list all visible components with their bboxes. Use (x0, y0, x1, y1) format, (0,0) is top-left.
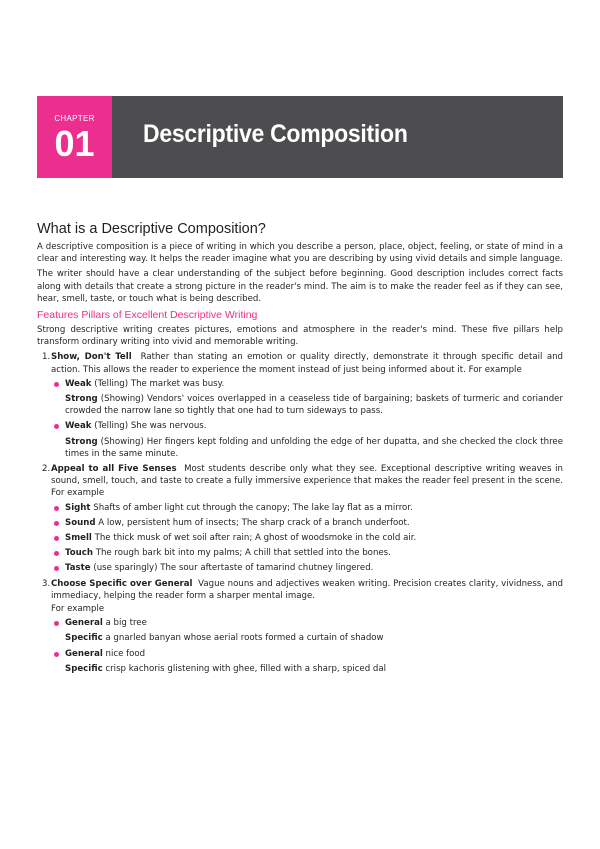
example-text: A low, persistent hum of insects; The sharp crack of a branch underfoot. (98, 517, 410, 528)
example-label: Sight (65, 502, 91, 513)
example-sub (65, 663, 563, 675)
example-text: a big tree (105, 618, 147, 629)
example-text: Shafts of amber light cut through the canopy; The lake lay flat as a mirror. (93, 502, 413, 513)
paragraph: A descriptive composition is a piece of writing in which you describe a person, place, object, feeling, or state of mind in a clear and interesting way. It helps the reader imagine what you are describing by using vivid details and simple language. (37, 242, 563, 265)
features-heading: Features Pillars of Excellent Descriptive Writing (37, 309, 258, 322)
example-label: General (65, 618, 103, 629)
example-item (51, 648, 563, 675)
item-body (51, 351, 563, 375)
features-intro: Strong descriptive writing creates pictures, emotions and atmosphere in the reader's mind. These five pillars help transform ordinary writing into vivid and memorable writing. (37, 325, 563, 348)
example-sub (65, 632, 563, 644)
chapter-label: CHAPTER (54, 114, 95, 123)
chapter-number: 01 (54, 123, 95, 164)
example-item (51, 532, 563, 544)
item-number: 1. (42, 352, 51, 363)
item-text: Most students describe only what they see. Exceptional descriptive writing weaves in sound, smell, touch, and taste to create a fully immersive experience that makes the reader feel present in the scene. For example (51, 464, 563, 499)
example-sub-label: Strong (65, 394, 98, 405)
item-title: Appeal to all Five Senses (51, 464, 177, 475)
example-list (51, 378, 563, 460)
example-sub-label: Strong (65, 436, 98, 447)
example-sub-text: (Showing) Vendors' voices overlapped in a ceaseless tide of bargaining; baskets of turmeric and coriander crowded the narrow lane so tightly that one had to turn sideways to pass. (65, 394, 563, 417)
example-item (51, 517, 563, 529)
list-item (37, 351, 563, 460)
example-label: Weak (65, 378, 92, 389)
example-text: (Telling) The market was busy. (94, 378, 225, 389)
example-label: Taste (65, 563, 91, 574)
example-sub-label: Specific (65, 633, 103, 644)
bullet-icon (54, 521, 59, 526)
example-text: The rough bark bit into my palms; A chill that settled into the bones. (95, 548, 391, 559)
chapter-badge (37, 96, 112, 178)
example-list (51, 617, 563, 675)
bullet-icon (54, 536, 59, 541)
item-extra: For example (51, 604, 105, 615)
example-item (51, 617, 563, 644)
example-item (51, 378, 563, 418)
example-list (51, 502, 563, 575)
bullet-icon (54, 621, 59, 626)
example-text: (Telling) She was nervous. (94, 421, 207, 432)
section-title: What is a Descriptive Composition? (37, 221, 266, 237)
example-sub-label: Specific (65, 663, 103, 674)
bullet-icon (54, 652, 59, 657)
example-label: Touch (65, 548, 93, 559)
example-sub (65, 393, 563, 417)
list-item (37, 578, 563, 675)
example-sub-text: a gnarled banyan whose aerial roots formed a curtain of shadow (105, 633, 384, 644)
item-body (51, 463, 563, 500)
example-text: (use sparingly) The sour aftertaste of tamarind chutney lingered. (93, 563, 374, 574)
example-item (51, 562, 563, 574)
pillars-list (37, 351, 563, 675)
example-label: Smell (65, 533, 92, 544)
example-label: Sound (65, 517, 96, 528)
bullet-icon (54, 382, 59, 387)
page-content (37, 220, 563, 678)
example-sub-text: (Showing) Her fingers kept folding and unfolding the edge of her dupatta, and she checked the clock three times in the same minute. (65, 436, 564, 459)
example-sub-text: crisp kachoris glistening with ghee, filled with a sharp, spiced dal (105, 663, 387, 674)
list-item (37, 463, 563, 575)
paragraph: The writer should have a clear understanding of the subject before beginning. Good description includes correct facts along with details that create a strong picture in the reader's mind. The aim is to make the reader feel as if they can see, hear, smell, taste, or touch what is being described. (37, 269, 563, 304)
chapter-title: Descriptive Composition (143, 120, 408, 148)
example-item (51, 502, 563, 514)
item-text: Vague nouns and adjectives weaken writing. Precision creates clarity, vividness, and immediacy, helping the reader form a sharper mental image. (51, 578, 563, 601)
item-number: 3. (42, 578, 51, 589)
item-title: Show, Don't Tell (51, 352, 132, 363)
chapter-banner (37, 96, 563, 178)
item-number: 2. (42, 464, 51, 475)
example-item (51, 420, 563, 460)
bullet-icon (54, 424, 59, 429)
example-text: nice food (105, 648, 146, 659)
bullet-icon (54, 506, 59, 511)
item-text: Rather than stating an emotion or quality directly, demonstrate it through specific detail and action. This allows the reader to experience the moment instead of just being informed about it. For example (51, 352, 563, 375)
example-label: Weak (65, 421, 92, 432)
item-body (51, 578, 563, 602)
example-sub (65, 436, 563, 460)
example-item (51, 547, 563, 559)
example-text: The thick musk of wet soil after rain; A ghost of woodsmoke in the cold air. (94, 533, 417, 544)
bullet-icon (54, 566, 59, 571)
bullet-icon (54, 551, 59, 556)
item-title: Choose Specific over General (51, 578, 193, 589)
example-label: General (65, 648, 103, 659)
